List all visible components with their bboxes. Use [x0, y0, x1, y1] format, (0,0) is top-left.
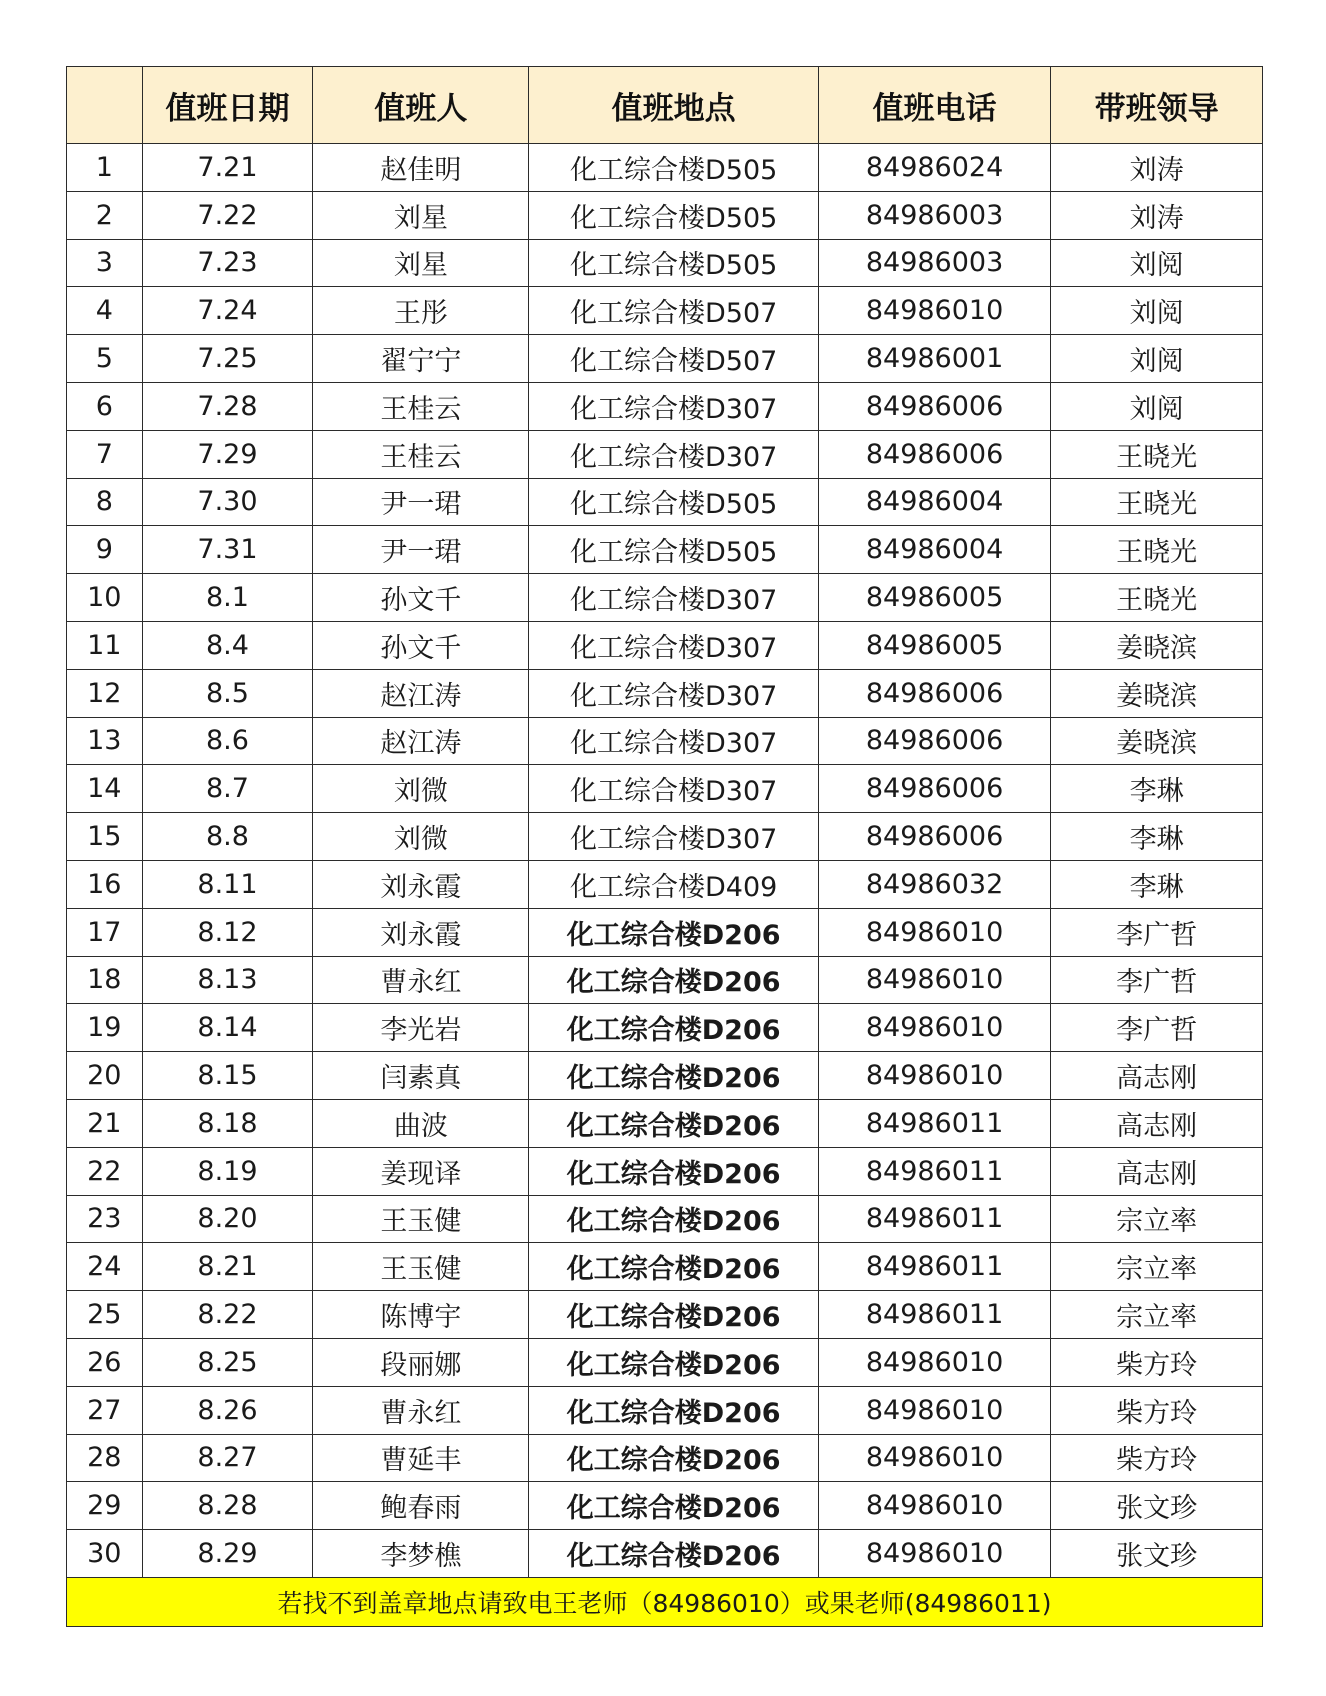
- cell-index: 17: [67, 908, 143, 956]
- cell-duty-phone: 84986010: [818, 1386, 1050, 1434]
- cell-duty-phone: 84986010: [818, 1530, 1050, 1578]
- table-row: [67, 478, 1263, 526]
- cell-duty-phone: 84986003: [818, 239, 1050, 287]
- table-row: [67, 1434, 1263, 1482]
- cell-index: 1: [67, 144, 143, 192]
- cell-duty-phone: 84986006: [818, 430, 1050, 478]
- cell-duty-leader: 李琳: [1051, 813, 1263, 861]
- cell-duty-location: 化工综合楼D206: [529, 1338, 819, 1386]
- cell-duty-leader: 高志刚: [1051, 1052, 1263, 1100]
- cell-duty-location: 化工综合楼D206: [529, 1291, 819, 1339]
- cell-duty-leader: 李琳: [1051, 765, 1263, 813]
- duty-schedule-table: [66, 66, 1263, 1627]
- cell-duty-location: 化工综合楼D206: [529, 908, 819, 956]
- table-row: [67, 1195, 1263, 1243]
- cell-duty-date: 8.12: [142, 908, 313, 956]
- cell-duty-leader: 王晓光: [1051, 526, 1263, 574]
- cell-duty-location: 化工综合楼D505: [529, 144, 819, 192]
- cell-duty-person: 翟宁宁: [313, 335, 529, 383]
- cell-duty-leader: 姜晓滨: [1051, 717, 1263, 765]
- table-row: [67, 765, 1263, 813]
- cell-duty-location: 化工综合楼D206: [529, 1434, 819, 1482]
- cell-duty-person: 刘星: [313, 239, 529, 287]
- cell-duty-location: 化工综合楼D206: [529, 1052, 819, 1100]
- cell-index: 26: [67, 1338, 143, 1386]
- cell-duty-date: 8.22: [142, 1291, 313, 1339]
- cell-duty-date: 8.27: [142, 1434, 313, 1482]
- cell-duty-person: 曹延丰: [313, 1434, 529, 1482]
- cell-duty-date: 7.23: [142, 239, 313, 287]
- cell-duty-phone: 84986010: [818, 1052, 1050, 1100]
- cell-duty-location: 化工综合楼D505: [529, 239, 819, 287]
- table-row: [67, 1338, 1263, 1386]
- cell-duty-person: 刘永霞: [313, 860, 529, 908]
- cell-duty-person: 赵江涛: [313, 717, 529, 765]
- cell-duty-location: 化工综合楼D206: [529, 1243, 819, 1291]
- cell-duty-person: 赵江涛: [313, 669, 529, 717]
- cell-duty-phone: 84986006: [818, 765, 1050, 813]
- cell-duty-date: 7.31: [142, 526, 313, 574]
- cell-index: 23: [67, 1195, 143, 1243]
- cell-duty-phone: 84986005: [818, 621, 1050, 669]
- cell-duty-leader: 刘阅: [1051, 239, 1263, 287]
- table-row: [67, 1482, 1263, 1530]
- cell-duty-leader: 张文珍: [1051, 1482, 1263, 1530]
- cell-duty-phone: 84986010: [818, 1004, 1050, 1052]
- cell-duty-location: 化工综合楼D505: [529, 526, 819, 574]
- cell-duty-phone: 84986010: [818, 287, 1050, 335]
- cell-duty-phone: 84986011: [818, 1291, 1050, 1339]
- table-row: [67, 144, 1263, 192]
- cell-duty-location: 化工综合楼D409: [529, 860, 819, 908]
- cell-duty-leader: 刘涛: [1051, 144, 1263, 192]
- cell-duty-person: 孙文千: [313, 574, 529, 622]
- cell-duty-leader: 刘阅: [1051, 382, 1263, 430]
- cell-index: 10: [67, 574, 143, 622]
- cell-index: 20: [67, 1052, 143, 1100]
- cell-index: 6: [67, 382, 143, 430]
- cell-duty-location: 化工综合楼D307: [529, 430, 819, 478]
- cell-index: 30: [67, 1530, 143, 1578]
- cell-duty-location: 化工综合楼D307: [529, 382, 819, 430]
- cell-duty-date: 8.8: [142, 813, 313, 861]
- cell-index: 8: [67, 478, 143, 526]
- cell-duty-leader: 刘涛: [1051, 191, 1263, 239]
- header-index: [67, 67, 143, 144]
- footer-note: 若找不到盖章地点请致电王老师（84986010）或果老师(84986011): [67, 1577, 1263, 1626]
- cell-duty-phone: 84986011: [818, 1147, 1050, 1195]
- cell-duty-person: 王桂云: [313, 382, 529, 430]
- table-row: [67, 621, 1263, 669]
- cell-duty-leader: 高志刚: [1051, 1147, 1263, 1195]
- header-duty-person: 值班人: [313, 67, 529, 144]
- cell-duty-leader: 李广哲: [1051, 908, 1263, 956]
- cell-duty-person: 曹永红: [313, 956, 529, 1004]
- cell-duty-person: 段丽娜: [313, 1338, 529, 1386]
- cell-duty-date: 8.18: [142, 1099, 313, 1147]
- cell-duty-person: 刘永霞: [313, 908, 529, 956]
- cell-duty-phone: 84986011: [818, 1243, 1050, 1291]
- cell-duty-phone: 84986006: [818, 382, 1050, 430]
- cell-duty-location: 化工综合楼D206: [529, 1482, 819, 1530]
- cell-duty-person: 尹一珺: [313, 478, 529, 526]
- cell-duty-date: 8.1: [142, 574, 313, 622]
- table-row: [67, 1243, 1263, 1291]
- table-row: [67, 1530, 1263, 1578]
- cell-duty-person: 尹一珺: [313, 526, 529, 574]
- cell-duty-person: 闫素真: [313, 1052, 529, 1100]
- cell-duty-phone: 84986010: [818, 956, 1050, 1004]
- cell-index: 11: [67, 621, 143, 669]
- cell-duty-person: 姜现译: [313, 1147, 529, 1195]
- cell-duty-date: 7.30: [142, 478, 313, 526]
- cell-duty-phone: 84986011: [818, 1099, 1050, 1147]
- cell-duty-date: 8.19: [142, 1147, 313, 1195]
- cell-duty-date: 8.25: [142, 1338, 313, 1386]
- cell-duty-location: 化工综合楼D507: [529, 287, 819, 335]
- cell-duty-leader: 李琳: [1051, 860, 1263, 908]
- cell-duty-phone: 84986032: [818, 860, 1050, 908]
- table-row: [67, 860, 1263, 908]
- table-row: [67, 813, 1263, 861]
- cell-duty-phone: 84986011: [818, 1195, 1050, 1243]
- cell-duty-date: 7.29: [142, 430, 313, 478]
- cell-duty-date: 8.28: [142, 1482, 313, 1530]
- cell-index: 4: [67, 287, 143, 335]
- cell-duty-phone: 84986006: [818, 813, 1050, 861]
- table-row: [67, 908, 1263, 956]
- cell-index: 16: [67, 860, 143, 908]
- table-row: [67, 1386, 1263, 1434]
- cell-duty-person: 李梦樵: [313, 1530, 529, 1578]
- cell-index: 9: [67, 526, 143, 574]
- cell-duty-phone: 84986006: [818, 669, 1050, 717]
- cell-duty-person: 赵佳明: [313, 144, 529, 192]
- table-row: [67, 956, 1263, 1004]
- header-row: [67, 67, 1263, 144]
- cell-index: 13: [67, 717, 143, 765]
- cell-duty-location: 化工综合楼D505: [529, 478, 819, 526]
- cell-duty-location: 化工综合楼D307: [529, 621, 819, 669]
- footer-row: [67, 1577, 1263, 1626]
- cell-duty-location: 化工综合楼D307: [529, 813, 819, 861]
- cell-duty-leader: 李广哲: [1051, 956, 1263, 1004]
- cell-duty-location: 化工综合楼D206: [529, 1195, 819, 1243]
- cell-duty-phone: 84986010: [818, 1482, 1050, 1530]
- cell-duty-date: 7.28: [142, 382, 313, 430]
- cell-duty-phone: 84986006: [818, 717, 1050, 765]
- table-row: [67, 669, 1263, 717]
- cell-index: 21: [67, 1099, 143, 1147]
- cell-duty-leader: 高志刚: [1051, 1099, 1263, 1147]
- table-row: [67, 382, 1263, 430]
- cell-index: 5: [67, 335, 143, 383]
- cell-duty-person: 李光岩: [313, 1004, 529, 1052]
- cell-index: 12: [67, 669, 143, 717]
- cell-duty-location: 化工综合楼D505: [529, 191, 819, 239]
- cell-duty-phone: 84986004: [818, 526, 1050, 574]
- table-row: [67, 574, 1263, 622]
- cell-duty-location: 化工综合楼D307: [529, 717, 819, 765]
- table-row: [67, 1004, 1263, 1052]
- cell-duty-leader: 张文珍: [1051, 1530, 1263, 1578]
- header-duty-date: 值班日期: [142, 67, 313, 144]
- cell-index: 24: [67, 1243, 143, 1291]
- cell-index: 29: [67, 1482, 143, 1530]
- cell-duty-leader: 刘阅: [1051, 335, 1263, 383]
- cell-duty-leader: 李广哲: [1051, 1004, 1263, 1052]
- cell-duty-date: 8.21: [142, 1243, 313, 1291]
- cell-duty-person: 陈博宇: [313, 1291, 529, 1339]
- cell-duty-person: 曹永红: [313, 1386, 529, 1434]
- cell-duty-date: 7.21: [142, 144, 313, 192]
- cell-duty-leader: 宗立率: [1051, 1291, 1263, 1339]
- cell-duty-date: 8.5: [142, 669, 313, 717]
- cell-duty-date: 7.22: [142, 191, 313, 239]
- cell-duty-location: 化工综合楼D307: [529, 669, 819, 717]
- cell-duty-person: 王彤: [313, 287, 529, 335]
- cell-duty-location: 化工综合楼D206: [529, 1386, 819, 1434]
- cell-duty-date: 8.20: [142, 1195, 313, 1243]
- cell-duty-date: 8.26: [142, 1386, 313, 1434]
- cell-index: 28: [67, 1434, 143, 1482]
- cell-duty-phone: 84986004: [818, 478, 1050, 526]
- cell-duty-location: 化工综合楼D206: [529, 1004, 819, 1052]
- table-row: [67, 191, 1263, 239]
- cell-duty-date: 8.4: [142, 621, 313, 669]
- cell-duty-phone: 84986003: [818, 191, 1050, 239]
- header-duty-phone: 值班电话: [818, 67, 1050, 144]
- cell-duty-phone: 84986010: [818, 1434, 1050, 1482]
- cell-duty-person: 刘微: [313, 813, 529, 861]
- cell-duty-date: 7.25: [142, 335, 313, 383]
- cell-duty-location: 化工综合楼D507: [529, 335, 819, 383]
- cell-duty-leader: 柴方玲: [1051, 1434, 1263, 1482]
- cell-index: 7: [67, 430, 143, 478]
- cell-duty-date: 8.13: [142, 956, 313, 1004]
- cell-duty-person: 王玉健: [313, 1243, 529, 1291]
- cell-duty-leader: 宗立率: [1051, 1243, 1263, 1291]
- cell-duty-person: 刘微: [313, 765, 529, 813]
- cell-duty-date: 7.24: [142, 287, 313, 335]
- table-row: [67, 1147, 1263, 1195]
- table-row: [67, 287, 1263, 335]
- cell-index: 15: [67, 813, 143, 861]
- cell-duty-date: 8.14: [142, 1004, 313, 1052]
- cell-duty-phone: 84986010: [818, 1338, 1050, 1386]
- cell-index: 22: [67, 1147, 143, 1195]
- cell-duty-leader: 王晓光: [1051, 574, 1263, 622]
- cell-duty-phone: 84986024: [818, 144, 1050, 192]
- cell-duty-location: 化工综合楼D307: [529, 574, 819, 622]
- table-row: [67, 1052, 1263, 1100]
- table-row: [67, 335, 1263, 383]
- header-duty-location: 值班地点: [529, 67, 819, 144]
- cell-duty-leader: 王晓光: [1051, 478, 1263, 526]
- cell-duty-phone: 84986005: [818, 574, 1050, 622]
- cell-duty-date: 8.6: [142, 717, 313, 765]
- cell-duty-date: 8.15: [142, 1052, 313, 1100]
- cell-duty-location: 化工综合楼D206: [529, 1099, 819, 1147]
- cell-duty-date: 8.29: [142, 1530, 313, 1578]
- table-row: [67, 1099, 1263, 1147]
- cell-duty-date: 8.7: [142, 765, 313, 813]
- cell-duty-person: 孙文千: [313, 621, 529, 669]
- table-row: [67, 1291, 1263, 1339]
- cell-duty-person: 刘星: [313, 191, 529, 239]
- header-duty-leader: 带班领导: [1051, 67, 1263, 144]
- cell-index: 14: [67, 765, 143, 813]
- cell-duty-person: 王玉健: [313, 1195, 529, 1243]
- table-body: [67, 144, 1263, 1578]
- cell-duty-location: 化工综合楼D206: [529, 956, 819, 1004]
- cell-duty-leader: 刘阅: [1051, 287, 1263, 335]
- cell-index: 27: [67, 1386, 143, 1434]
- cell-duty-person: 曲波: [313, 1099, 529, 1147]
- cell-duty-person: 王桂云: [313, 430, 529, 478]
- cell-index: 19: [67, 1004, 143, 1052]
- cell-duty-leader: 宗立率: [1051, 1195, 1263, 1243]
- cell-index: 18: [67, 956, 143, 1004]
- table-row: [67, 430, 1263, 478]
- table-row: [67, 717, 1263, 765]
- cell-duty-leader: 王晓光: [1051, 430, 1263, 478]
- cell-duty-phone: 84986010: [818, 908, 1050, 956]
- cell-duty-date: 8.11: [142, 860, 313, 908]
- cell-duty-location: 化工综合楼D206: [529, 1147, 819, 1195]
- cell-index: 25: [67, 1291, 143, 1339]
- cell-duty-leader: 姜晓滨: [1051, 621, 1263, 669]
- cell-duty-leader: 柴方玲: [1051, 1338, 1263, 1386]
- cell-duty-phone: 84986001: [818, 335, 1050, 383]
- table-row: [67, 526, 1263, 574]
- cell-duty-person: 鲍春雨: [313, 1482, 529, 1530]
- cell-index: 2: [67, 191, 143, 239]
- cell-duty-location: 化工综合楼D206: [529, 1530, 819, 1578]
- table-row: [67, 239, 1263, 287]
- cell-duty-leader: 柴方玲: [1051, 1386, 1263, 1434]
- cell-duty-leader: 姜晓滨: [1051, 669, 1263, 717]
- cell-index: 3: [67, 239, 143, 287]
- cell-duty-location: 化工综合楼D307: [529, 765, 819, 813]
